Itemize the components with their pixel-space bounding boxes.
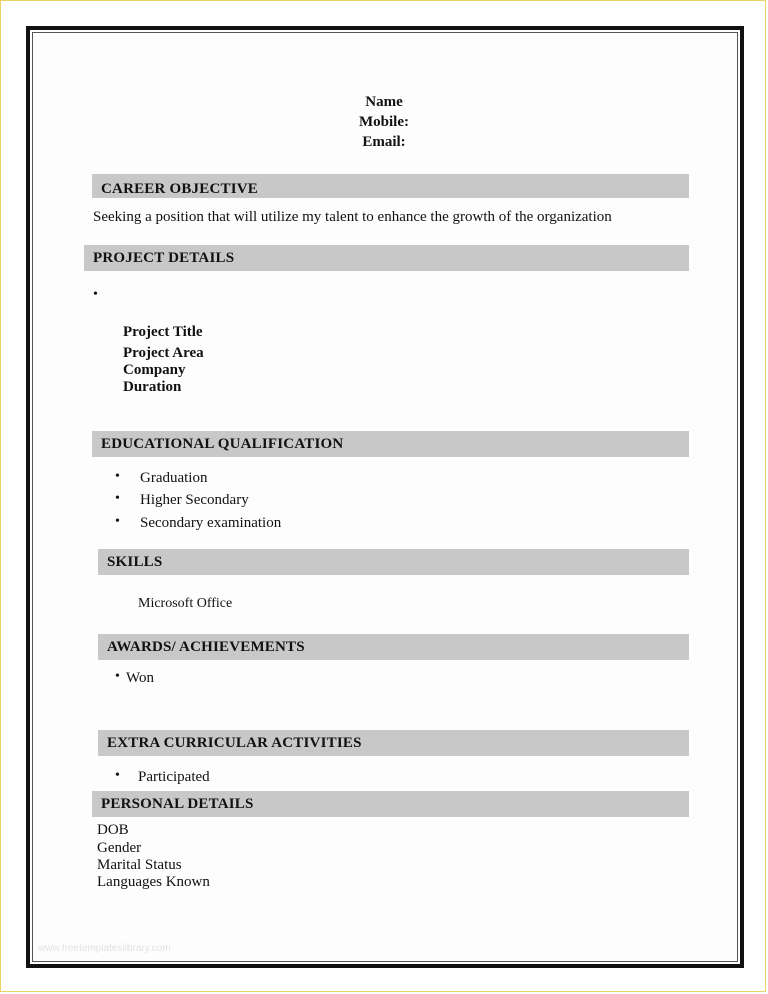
company-field: Company [123,362,186,378]
skills-heading: SKILLS [98,549,689,575]
education-item: Graduation [140,470,208,486]
project-bullet: • [93,287,98,302]
mobile-label: Mobile: [359,114,409,130]
extra-curricular-item: Participated [138,769,210,785]
duration-field: Duration [123,379,182,395]
awards-item: Won [126,670,154,686]
education-bullet: • [115,514,120,529]
awards-heading: AWARDS/ ACHIEVEMENTS [98,634,689,660]
contact-header [300,92,468,152]
name-label: Name [365,94,403,110]
project-title-field: Project Title [123,324,203,340]
gender-field: Gender [97,840,142,856]
career-objective-text: Seeking a position that will utilize my talent to enhance the growth of the organization [93,209,612,225]
project-details-heading: PROJECT DETAILS [84,245,689,271]
education-item: Higher Secondary [140,492,249,508]
personal-details-heading: PERSONAL DETAILS [92,791,689,817]
skills-item: Microsoft Office [138,596,233,611]
resume-inner-border [32,32,738,962]
education-bullet: • [115,491,120,506]
email-label: Email: [362,134,406,150]
watermark-text: www.freetemplateslibrary.com [38,943,171,954]
languages-known-field: Languages Known [97,874,210,890]
marital-status-field: Marital Status [97,857,182,873]
project-area-field: Project Area [123,345,204,361]
extra-curricular-heading: EXTRA CURRICULAR ACTIVITIES [98,730,689,756]
career-objective-heading: CAREER OBJECTIVE [92,174,689,198]
education-heading: EDUCATIONAL QUALIFICATION [92,431,689,457]
education-bullet: • [115,469,120,484]
awards-bullet: • [115,669,120,684]
education-item: Secondary examination [140,515,282,531]
extra-curricular-bullet: • [115,768,120,783]
dob-field: DOB [97,822,129,838]
